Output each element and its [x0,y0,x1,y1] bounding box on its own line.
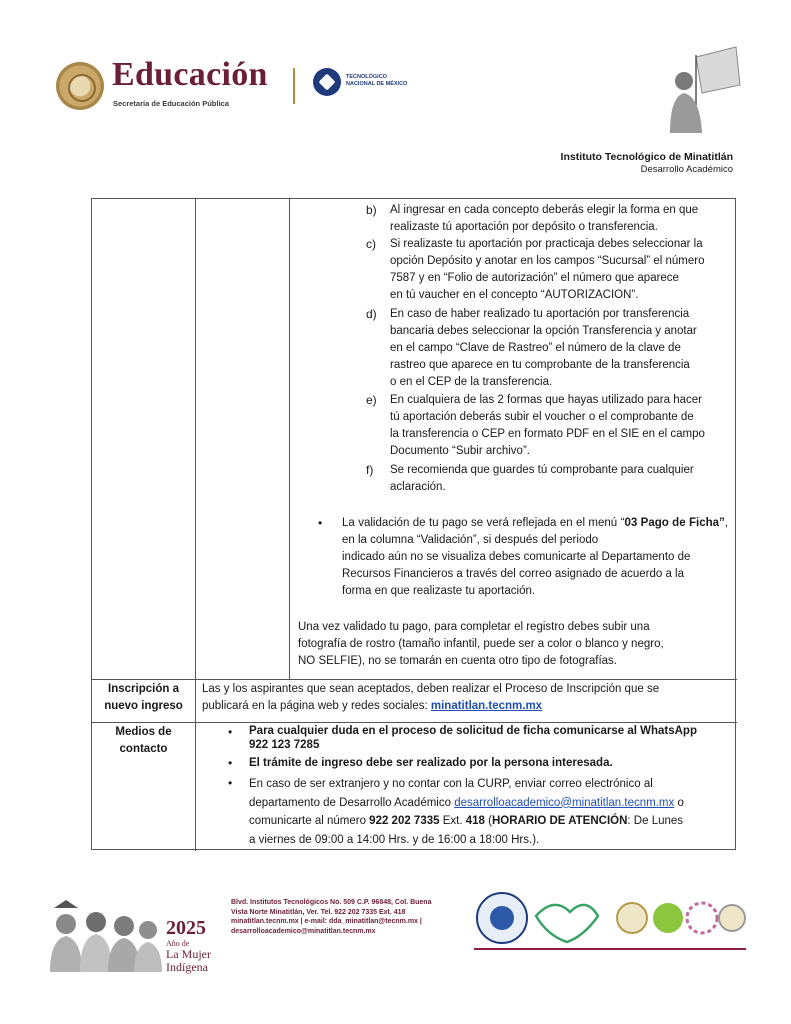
extranjero-paragraph: En caso de ser extranjero y no contar con la CURP, enviar correo electrónico al departamento de Desarrollo Académico desarrolloacademico@minatitlan.tecnm.mx o comunicarte al número 922 202 7335 Ext. 418 (HORARIO DE ATENCIÓN: De Lunes a viernes de 09:00 a 14:00 Hrs. y de 16:00 a 18:00 Hrs.). [249,778,684,846]
email-link[interactable]: desarrolloacademico@minatitlan.tecnm.mx [454,796,675,809]
table-row-divider [92,679,737,680]
whatsapp-contact: Para cualquier duda en el proceso de solicitud de ficha comunicarse al WhatsApp 922 123 7285 [249,725,697,751]
mexico-seal-icon [56,62,104,110]
photo-paragraph: Una vez validado tu pago, para completar el registro debes subir una fotografía de rostro (tamaño infantil, puede ser a color o blanco y negro, NO SELFIE), no se tomarán en cuenta otro tipo de fotografías. [298,621,664,667]
list-item-letter: c) [366,237,376,251]
year-2025: 2025 [166,917,206,939]
bullet-icon: • [228,725,233,739]
inscripcion-paragraph: Las y los aspirantes que sean aceptados, deben realizar el Proceso de Inscripción que se publicará en la página web y redes sociales: minatitlan.tecnm.mx [202,683,660,712]
table-col-divider [289,199,290,679]
bullet-icon: • [228,776,233,790]
phone-number: 922 202 7335 [369,815,440,827]
la-mujer-indigena-text: La Mujer Indígena [166,947,211,974]
woman-flag-illustration-icon [656,45,746,135]
list-item: Se recomienda que guardes tú comprobante para cualquier aclaración. [390,464,694,493]
tecnm-logo-icon [313,68,341,96]
table-row-divider [92,722,737,723]
info-table [91,198,736,850]
footer-address: Blvd. Institutos Tecnológicos No. 509 C.P. 96848, Col. Buena Vista Norte Minatitlán, Ver. Tel. 922 202 7335 Ext. 418 minatitlan.tecnm.mx | e-mail: dda_minatitlan@tecnm.mx | desarrolloacademico@minatitlan.tecnm.mx [231,899,432,935]
certification-logos-icon [474,890,746,946]
institution-name: Instituto Tecnológico de Minatitlán [560,151,733,163]
footer-accent-bar [474,948,746,950]
bullet-icon: • [228,756,233,770]
ano-de-text: Año de [166,939,190,948]
bullet-icon: • [318,516,323,530]
department-name: Desarrollo Académico [640,164,733,175]
list-item: En cualquiera de las 2 formas que hayas utilizado para hacer tú aportación deberás subir el voucher o el comprobante de la transferencia o CEP en formato PDF en el SIE en el campo Documento “Subir archivo”. [390,394,705,457]
list-item: Si realizaste tu aportación por practicaja debes seleccionar la opción Depósito y anotar en los campos “Sucursal” el número 7587 y en “Folio de autorización” el número que aparece en tú vaucher en el concepto “AUTORIZACION”. [390,238,705,301]
educacion-logo-text: Educación [112,56,268,93]
website-link[interactable]: minatitlan.tecnm.mx [430,700,543,712]
list-item-letter: f) [366,463,374,477]
list-item-letter: e) [366,393,377,407]
tecnm-logo-text: TECNOLÓGICO NACIONAL DE MÉXICO [346,74,408,87]
list-item: Al ingresar en cada concepto deberás elegir la forma en que realizaste tú aportación por depósito o transferencia. [390,204,699,233]
list-item-letter: b) [366,203,377,217]
table-col-divider [195,199,196,679]
table-col-divider [195,679,196,851]
indigenous-women-illustration-icon [44,900,162,972]
validation-paragraph: La validación de tu pago se verá reflejada en el menú “03 Pago de Ficha”, en la columna “Validación”, si después del periodo indicado aún no se visualiza debes comunicarte al Departamento de Recursos Financieros a través del correo asignado de acuerdo a la forma en que realizaste tu aportación. [342,517,728,597]
sep-subtitle: Secretaría de Educación Pública [113,99,229,108]
list-item: En caso de haber realizado tu aportación por transferencia bancaria debes seleccionar la opción Transferencia y anotar en el campo “Clave de Rastreo” el número de la clave de rastreo que aparece en tu comprobante de la transferencia o en el CEP de la transferencia. [390,308,697,388]
header-divider [293,68,295,104]
row-label-contacto: Medios de contacto [115,726,172,755]
row-label-inscripcion: Inscripción a nuevo ingreso [104,683,183,712]
list-item-letter: d) [366,307,377,321]
tramite-note: El trámite de ingreso debe ser realizado por la persona interesada. [249,757,613,769]
